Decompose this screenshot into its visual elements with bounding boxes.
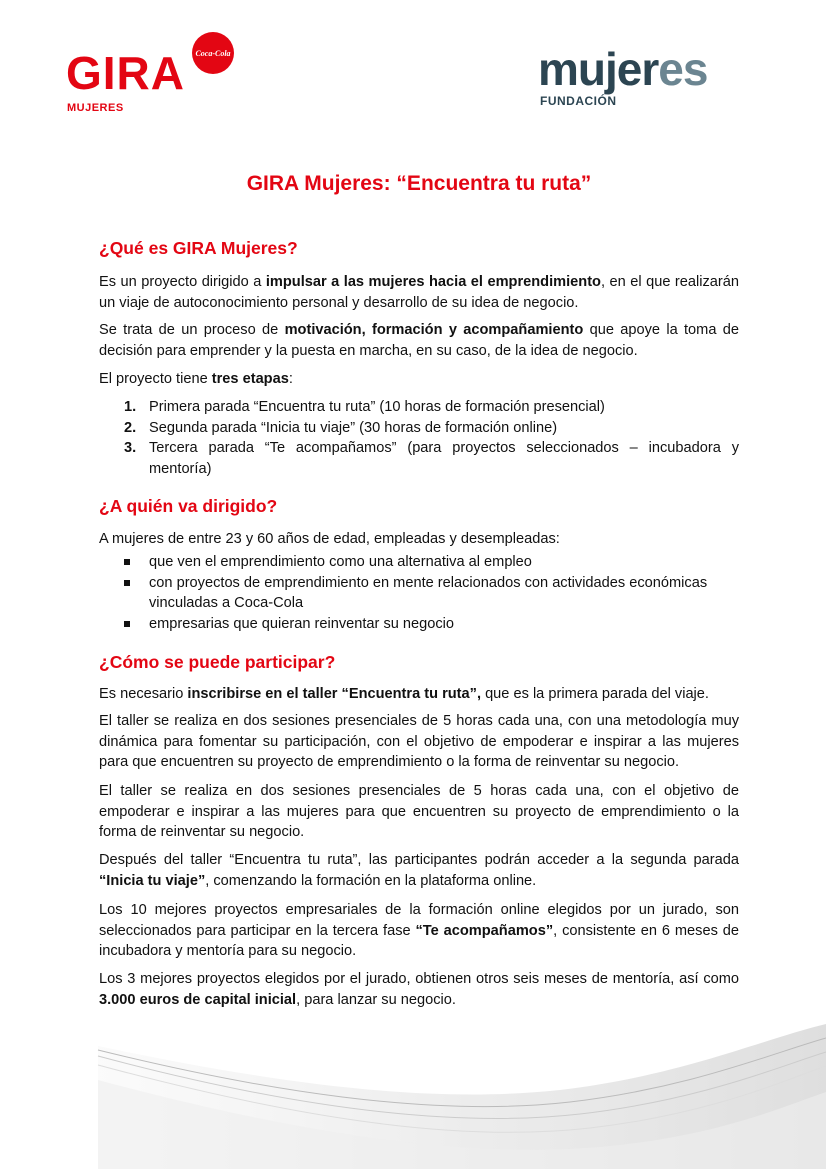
list-item bbox=[99, 573, 739, 614]
list-item bbox=[99, 438, 739, 479]
list-item-text: Segunda parada “Inicia tu viaje” (30 horas de formación online) bbox=[149, 419, 558, 436]
paragraph bbox=[99, 900, 739, 962]
gira-logo-wordmark: GIRA bbox=[66, 47, 185, 99]
paragraph: El taller se realiza en dos sesiones presenciales de 5 horas cada una, con una metodología muy dinámica para fomentar su participación, con el objetivo de empoderar e inspirar a las mujeres para que encuentren su proyecto de emprendimiento o la forma de reinventar su negocio. bbox=[99, 713, 739, 770]
section-heading-como: ¿Cómo se puede participar? bbox=[99, 652, 336, 672]
list-item-text: con proyectos de emprendimiento en mente relacionados con actividades económicas vinculadas a Coca-Cola bbox=[149, 574, 708, 611]
mujeres-logo-highlight: es bbox=[658, 43, 708, 95]
fundacion-mujeres-logo bbox=[538, 43, 768, 116]
mujeres-logo-main: mujer bbox=[538, 43, 659, 95]
list-item-text: que ven el emprendimiento como una alternativa al empleo bbox=[149, 554, 532, 570]
text-run: que es la primera parada del viaje. bbox=[481, 686, 709, 702]
list-number: 1. bbox=[124, 399, 137, 415]
list-item bbox=[99, 552, 739, 573]
text-run: Se trata de un proceso de bbox=[99, 322, 285, 338]
bold-text: tres etapas bbox=[211, 371, 289, 387]
paragraph: El taller se realiza en dos sesiones presenciales de 5 horas cada una, con el objetivo de empoderar e inspirar a las mujeres para que encuentren su proyecto de emprendimiento o la forma de reinventar su negocio. bbox=[99, 783, 739, 840]
text-run: , para lanzar su negocio. bbox=[296, 991, 456, 1008]
paragraph bbox=[99, 969, 739, 1010]
bold-text: “Te acompañamos” bbox=[415, 922, 554, 939]
text-run: que apoye la toma de decisión para emprender y la puesta en marcha, en su caso, de la idea de negocio. bbox=[99, 322, 739, 359]
text-run: , comenzando la formación en la plataforma online. bbox=[205, 872, 537, 889]
text-run: Es necesario bbox=[99, 686, 188, 702]
paragraph bbox=[99, 272, 739, 313]
paragraph bbox=[99, 850, 739, 891]
paragraph bbox=[99, 684, 739, 705]
gira-mujeres-logo bbox=[66, 32, 236, 118]
list-item bbox=[99, 614, 739, 635]
coca-cola-disc-icon bbox=[192, 32, 234, 74]
bold-text: “Inicia tu viaje” bbox=[99, 872, 206, 889]
footer-wave-decoration bbox=[0, 1010, 826, 1169]
section-heading-que-es: ¿Qué es GIRA Mujeres? bbox=[99, 238, 298, 258]
list-item-text: empresarias que quieran reinventar su negocio bbox=[149, 615, 455, 632]
list-item-text: Primera parada “Encuentra tu ruta” (10 horas de formación presencial) bbox=[149, 399, 605, 415]
list-item bbox=[99, 397, 739, 418]
bullet-square-icon bbox=[124, 580, 130, 586]
text-run: , en el que realizarán un viaje de autoconocimiento personal y desarrollo de su idea de negocio. bbox=[99, 274, 740, 311]
text-run: Es un proyecto dirigido a bbox=[99, 274, 266, 290]
bold-text: 3.000 euros de capital inicial bbox=[99, 991, 297, 1008]
gira-logo-subtitle: MUJERES bbox=[67, 102, 124, 114]
mujeres-logo-subtitle: FUNDACIÓN bbox=[540, 94, 617, 108]
list-number: 2. bbox=[124, 419, 137, 436]
text-run: , consistente en 6 meses de incubadora y mentoría para su negocio. bbox=[99, 922, 739, 959]
text-run: : bbox=[288, 371, 293, 387]
bold-text: impulsar a las mujeres hacia el emprendimiento bbox=[265, 274, 601, 290]
list-item-text: Tercera parada “Te acompañamos” (para proyectos seleccionados – incubadora y mentoría) bbox=[149, 440, 739, 477]
bullet-square-icon bbox=[124, 621, 130, 627]
text-run: Después del taller “Encuentra tu ruta”, las participantes podrán acceder a la segunda parada bbox=[99, 852, 739, 868]
section-heading-a-quien: ¿A quién va dirigido? bbox=[99, 496, 278, 516]
bold-text: motivación, formación y acompañamiento bbox=[284, 322, 584, 338]
bullet-square-icon bbox=[124, 559, 130, 565]
page-title: GIRA Mujeres: “Encuentra tu ruta” bbox=[246, 172, 592, 195]
list-number: 3. bbox=[124, 440, 137, 456]
coca-cola-label: Coca-Cola bbox=[195, 48, 231, 58]
text-run: Los 3 mejores proyectos elegidos por el jurado, obtienen otros seis meses de mentoría, así como bbox=[99, 971, 739, 987]
paragraph bbox=[99, 369, 739, 390]
audience-list bbox=[99, 552, 739, 634]
bold-text: inscribirse en el taller “Encuentra tu ruta”, bbox=[187, 686, 482, 702]
stages-list bbox=[99, 397, 739, 479]
text-run: El proyecto tiene bbox=[99, 371, 212, 387]
paragraph bbox=[99, 320, 739, 361]
paragraph: A mujeres de entre 23 y 60 años de edad, empleadas y desempleadas: bbox=[99, 531, 560, 547]
text-run: Los 10 mejores proyectos empresariales de la formación online elegidos por un jurado, son seleccionados para participar en la tercera fase bbox=[99, 902, 739, 939]
mujeres-logo-wordmark bbox=[538, 43, 708, 95]
list-item bbox=[99, 418, 739, 439]
